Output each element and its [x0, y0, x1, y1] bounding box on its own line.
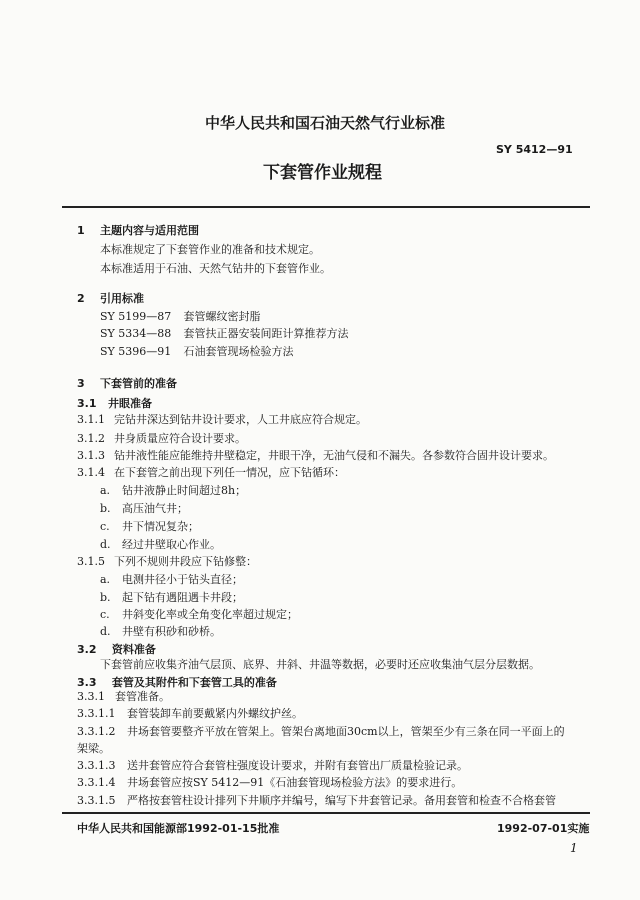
subsection-3-3-heading [77, 674, 277, 690]
clause-text: 在下套管之前出现下列任一情况，应下钻循环： [114, 466, 345, 479]
reference-item [100, 345, 294, 359]
clause-text: 钻井液性能应能维持井壁稳定，井眼干净，无油气侵和不漏失。各参数符合固井设计要求。 [114, 449, 554, 462]
list-label: b. [100, 591, 111, 604]
clause-3-3-1-5 [77, 794, 556, 808]
subsection-3-1-heading [77, 395, 152, 411]
paragraph: 下套管前应收集齐油气层顶、底界、井斜、井温等数据，必要时还应收集油气层分层数据。 [100, 658, 540, 671]
clause-3-1-3 [77, 449, 554, 463]
approval-line: 中华人民共和国能源部1992-01-15批准 [77, 822, 280, 835]
clause-3-3-1-4 [77, 776, 462, 790]
list-item [100, 625, 221, 639]
list-item [100, 502, 188, 516]
clause-3-3-1-2 [77, 725, 565, 739]
list-text: 井壁有积砂和砂桥。 [122, 625, 221, 638]
list-text: 电测井径小于钻头直径； [122, 573, 243, 586]
clause-text: 下列不规则井段应下钻修整： [114, 555, 257, 568]
clause-number: 3.3.1.4 [77, 776, 116, 789]
section-title: 下套管前的准备 [99, 377, 177, 390]
list-text: 起下钻有遇阻遇卡井段； [122, 591, 243, 604]
list-text: 经过井壁取心作业。 [122, 538, 221, 551]
reference-code: SY 5199—87 [100, 310, 172, 323]
clause-number: 3.3.1.2 [77, 725, 116, 738]
reference-title: 套管扶正器安装间距计算推荐方法 [183, 327, 349, 340]
list-text: 钻井液静止时间超过8h； [122, 484, 247, 497]
clause-3-3-1-3 [77, 759, 468, 773]
clause-number: 3.3.1.1 [77, 707, 116, 720]
section-title: 套管及其附件和下套管工具的准备 [111, 676, 277, 689]
clause-text: 套管装卸车前要戴紧内外螺纹护丝。 [127, 707, 303, 720]
reference-code: SY 5334—88 [100, 327, 172, 340]
section-number: 3.1 [77, 397, 97, 410]
list-label: b. [100, 502, 111, 515]
clause-continuation: 架梁。 [77, 742, 110, 755]
section-3-heading [77, 375, 177, 391]
clause-text: 井场套管应按SY 5412—91《石油套管现场检验方法》的要求进行。 [127, 776, 463, 789]
list-text: 井下情况复杂； [122, 520, 199, 533]
section-1-heading [77, 222, 199, 238]
section-number: 3 [77, 377, 85, 390]
document-title: 下套管作业规程 [263, 163, 382, 183]
section-title: 引用标准 [99, 292, 144, 305]
clause-3-1-2 [77, 432, 246, 446]
list-item [100, 573, 243, 587]
reference-item [100, 327, 349, 341]
list-item [100, 484, 246, 498]
clause-3-1-4 [77, 466, 345, 480]
clause-3-3-1-1 [77, 707, 303, 721]
footer-rule [62, 812, 590, 814]
section-number: 1 [77, 224, 85, 237]
clause-text: 送井套管应符合套管柱强度设计要求，并附有套管出厂质量检验记录。 [127, 759, 468, 772]
clause-number: 3.1.5 [77, 555, 105, 568]
standard-code: SY 5412—91 [496, 143, 573, 156]
paragraph: 本标准适用于石油、天然气钻井的下套管作业。 [100, 262, 331, 275]
list-item [100, 608, 298, 622]
reference-code: SY 5396—91 [100, 345, 172, 358]
effective-date: 1992-07-01实施 [497, 822, 590, 835]
list-label: c. [100, 520, 110, 533]
header-rule [62, 206, 590, 208]
reference-item [100, 310, 261, 324]
paragraph: 本标准规定了下套管作业的准备和技术规定。 [100, 243, 320, 256]
list-item [100, 520, 199, 534]
org-title: 中华人民共和国石油天然气行业标准 [205, 114, 446, 132]
section-number: 2 [77, 292, 85, 305]
clause-number: 3.3.1.3 [77, 759, 116, 772]
list-item [100, 538, 221, 552]
list-item [100, 591, 243, 605]
clause-text: 井身质量应符合设计要求。 [114, 432, 246, 445]
clause-3-1-5 [77, 555, 257, 569]
clause-number: 3.3.1.5 [77, 794, 116, 807]
list-label: a. [100, 484, 111, 497]
clause-number: 3.1.2 [77, 432, 105, 445]
reference-title: 石油套管现场检验方法 [183, 345, 294, 358]
section-number: 3.3 [77, 676, 97, 689]
clause-number: 3.1.1 [77, 413, 105, 426]
clause-3-3-1 [77, 690, 170, 704]
subsection-3-2-heading [77, 641, 156, 657]
list-text: 井斜变化率或全角变化率超过规定； [122, 608, 298, 621]
clause-3-1-1 [77, 413, 367, 427]
section-number: 3.2 [77, 643, 97, 656]
clause-text: 严格按套管柱设计排列下井顺序并编号，编写下井套管记录。备用套管和检查不合格套管 [127, 794, 556, 807]
list-label: a. [100, 573, 111, 586]
section-title: 井眼准备 [108, 397, 152, 410]
section-title: 资料准备 [111, 643, 156, 656]
clause-number: 3.3.1 [77, 690, 105, 703]
section-title: 主题内容与适用范围 [99, 224, 199, 237]
clause-text: 井场套管要整齐平放在管架上。管架台离地面30cm以上，管架至少有三条在同一平面上的 [127, 725, 565, 738]
list-label: c. [100, 608, 110, 621]
list-label: d. [100, 625, 111, 638]
list-label: d. [100, 538, 111, 551]
section-2-heading [77, 290, 144, 306]
clause-text: 完钻井深达到钻井设计要求，人工井底应符合规定。 [114, 413, 367, 426]
clause-text: 套管准备。 [115, 690, 170, 703]
clause-number: 3.1.3 [77, 449, 105, 462]
page-number: 1 [570, 841, 578, 855]
list-text: 高压油气井； [122, 502, 188, 515]
reference-title: 套管螺纹密封脂 [183, 310, 261, 323]
clause-number: 3.1.4 [77, 466, 105, 479]
